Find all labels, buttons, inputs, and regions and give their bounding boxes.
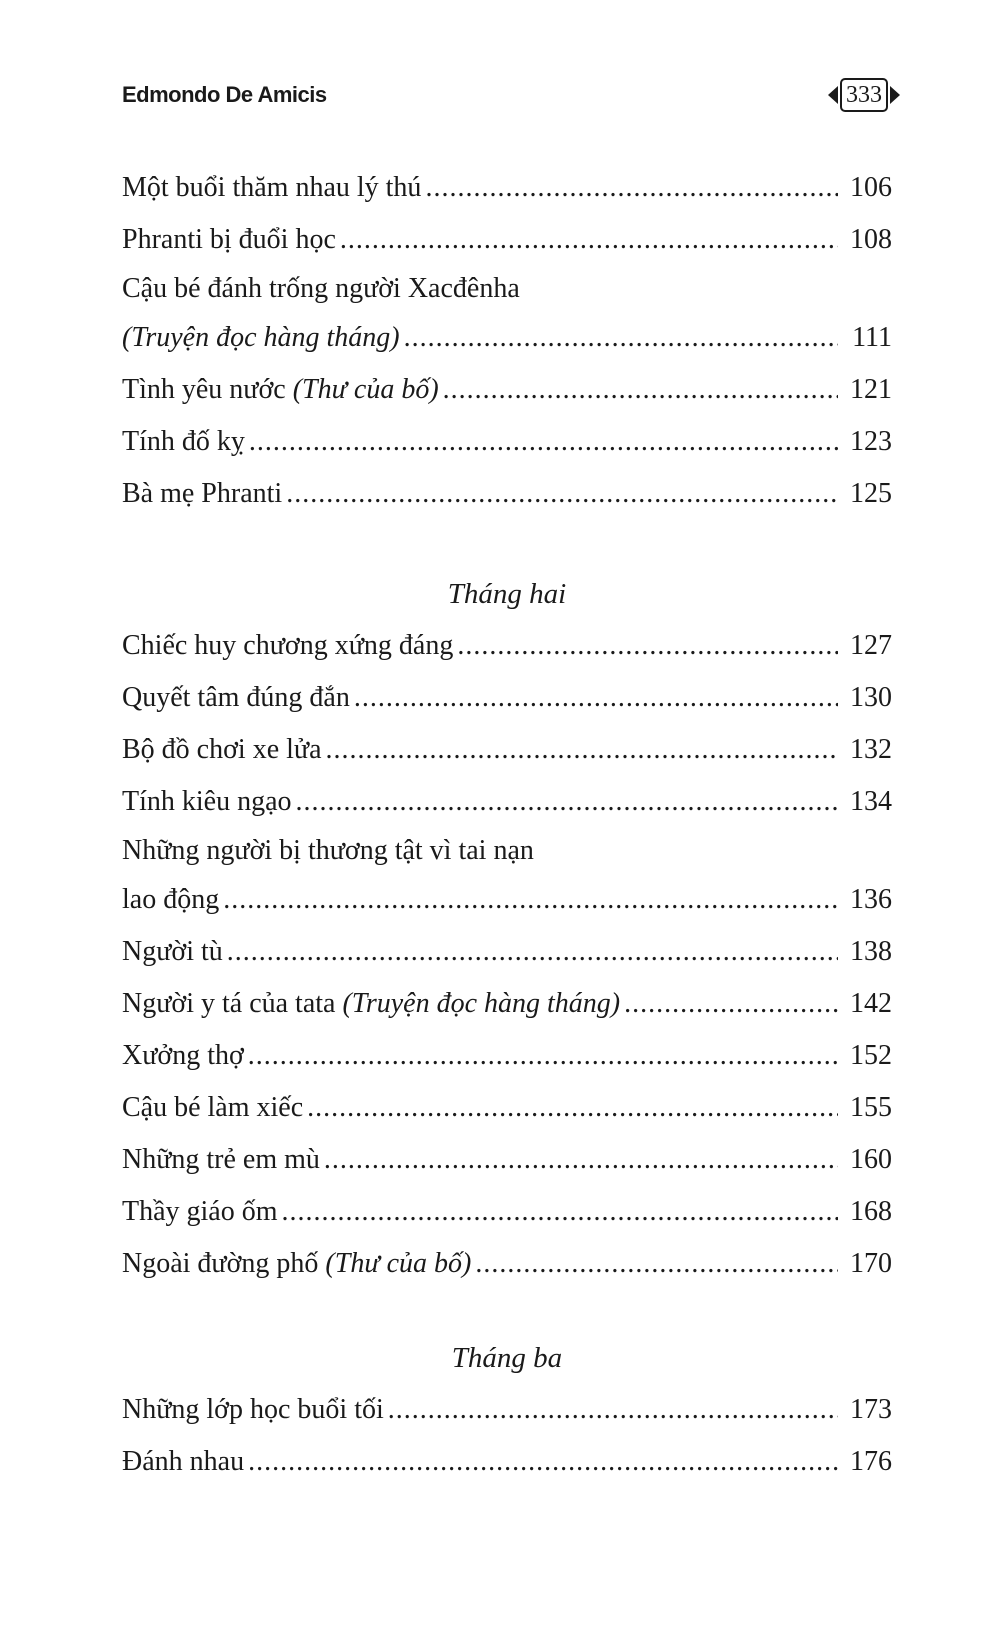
toc-title: [122, 1238, 471, 1290]
toc-page: 142: [850, 988, 892, 1019]
toc-title: Tính đố kỵ: [122, 426, 245, 457]
toc-entry: [122, 162, 892, 214]
toc-entry: [122, 1186, 892, 1238]
toc-page: 136: [850, 884, 892, 915]
page-header: [122, 78, 900, 118]
toc-page: 132: [850, 734, 892, 765]
toc-page: 173: [850, 1394, 892, 1425]
leader-dots: [340, 214, 838, 266]
leader-dots: [388, 1384, 838, 1436]
triangle-left-icon: [828, 86, 838, 104]
toc-title: [122, 364, 439, 416]
toc-entry: [122, 364, 892, 416]
toc-subtitle: (Truyện đọc hàng tháng): [122, 322, 400, 353]
toc-entry: [122, 214, 892, 266]
toc-entry-line2: [122, 874, 892, 926]
toc-entry: [122, 978, 892, 1030]
leader-dots: [326, 724, 839, 776]
toc-title: Một buổi thăm nhau lý thú: [122, 172, 422, 203]
toc-page: 121: [850, 374, 892, 405]
toc-entry: [122, 416, 892, 468]
leader-dots: [624, 978, 838, 1030]
author-name: Edmondo De Amicis: [122, 82, 327, 107]
toc-entry-line2: [122, 312, 892, 364]
toc-title: Xưởng thợ: [122, 1040, 244, 1071]
toc-page: 123: [850, 426, 892, 457]
toc-title: Quyết tâm đúng đắn: [122, 682, 350, 713]
toc-title: [122, 978, 620, 1030]
toc-page: 130: [850, 682, 892, 713]
toc-title: Những lớp học buổi tối: [122, 1394, 384, 1425]
toc-entry: [122, 1030, 892, 1082]
toc-page: 170: [850, 1248, 892, 1279]
leader-dots: [249, 416, 838, 468]
leader-dots: [307, 1082, 838, 1134]
toc-title-text: Tình yêu nước: [122, 374, 293, 405]
toc-page: 125: [850, 478, 892, 509]
leader-dots: [404, 312, 838, 364]
leader-dots: [227, 926, 838, 978]
leader-dots: [248, 1030, 838, 1082]
toc-page: 127: [850, 630, 892, 661]
toc-page: 111: [852, 322, 892, 353]
toc-title: Người tù: [122, 936, 223, 967]
triangle-right-icon: [890, 86, 900, 104]
toc-title: Phranti bị đuổi học: [122, 224, 336, 255]
leader-dots: [324, 1134, 838, 1186]
month-heading-march: Tháng ba: [451, 1342, 563, 1374]
toc-entry: [122, 1384, 892, 1436]
leader-dots: [425, 162, 838, 214]
toc-entry-line1: [122, 828, 892, 874]
leader-dots: [286, 468, 838, 520]
toc-entry: [122, 724, 892, 776]
page-number: 333: [840, 78, 888, 112]
toc-entry: [122, 1436, 892, 1488]
toc-entry: [122, 1134, 892, 1186]
toc-title: Bộ đồ chơi xe lửa: [122, 734, 322, 765]
toc-title-continued: lao động: [122, 884, 220, 915]
toc-page: 106: [850, 172, 892, 203]
toc-note: (Thư của bố): [292, 374, 439, 405]
toc-title: Những trẻ em mù: [122, 1144, 320, 1175]
toc-title: Cậu bé đánh trống người Xacđênha: [122, 273, 520, 304]
toc-page: 108: [850, 224, 892, 255]
leader-dots: [223, 874, 838, 926]
toc-entry-line1: [122, 266, 892, 312]
toc-note: (Truyện đọc hàng tháng): [342, 988, 621, 1019]
toc-title: Những người bị thương tật vì tai nạn: [122, 835, 534, 866]
toc-page: 152: [850, 1040, 892, 1071]
leader-dots: [443, 364, 838, 416]
toc-page: 155: [850, 1092, 892, 1123]
leader-dots: [282, 1186, 838, 1238]
toc-title: Cậu bé làm xiếc: [122, 1092, 304, 1123]
leader-dots: [354, 672, 838, 724]
toc-title: Thầy giáo ốm: [122, 1196, 278, 1227]
toc-title: Đánh nhau: [122, 1446, 245, 1477]
toc-note: (Thư của bố): [325, 1248, 472, 1279]
toc-entry: [122, 620, 892, 672]
toc-entry: [122, 672, 892, 724]
table-of-contents: [122, 162, 892, 1488]
toc-entry: [122, 468, 892, 520]
toc-entry: [122, 1082, 892, 1134]
toc-page: 168: [850, 1196, 892, 1227]
toc-title: Bà mẹ Phranti: [122, 478, 283, 509]
toc-page: 134: [850, 786, 892, 817]
toc-title-text: Ngoài đường phố: [122, 1248, 326, 1279]
leader-dots: [248, 1436, 838, 1488]
toc-entry: [122, 1238, 892, 1290]
toc-entry: [122, 926, 892, 978]
month-heading-february: Tháng hai: [447, 578, 567, 610]
page-number-marker: [828, 78, 900, 112]
toc-page: 160: [850, 1144, 892, 1175]
toc-entry: [122, 776, 892, 828]
toc-title: Chiếc huy chương xứng đáng: [122, 630, 454, 661]
leader-dots: [475, 1238, 838, 1290]
toc-title: Tính kiêu ngạo: [122, 786, 292, 817]
toc-page: 138: [850, 936, 892, 967]
toc-page: 176: [850, 1446, 892, 1477]
toc-title-text: Người y tá của tata: [122, 988, 343, 1019]
leader-dots: [296, 776, 838, 828]
leader-dots: [457, 620, 838, 672]
